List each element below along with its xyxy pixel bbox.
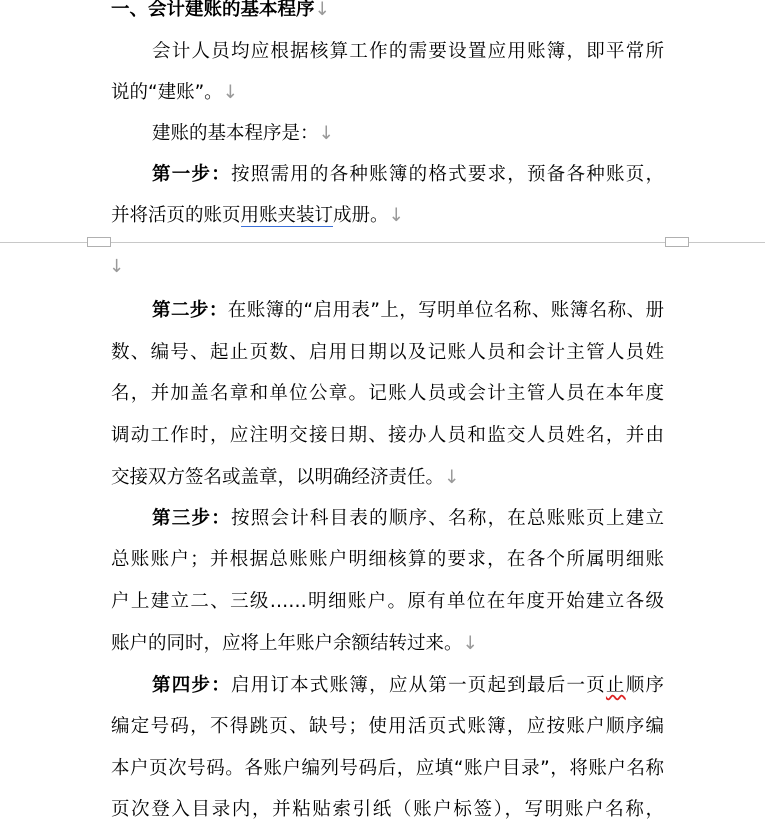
text-segment: 顺序 xyxy=(625,675,664,696)
step-label: 第二步： xyxy=(152,300,228,321)
text-line xyxy=(111,340,664,366)
paragraph-mark-icon: ↓ xyxy=(314,0,331,20)
text-segment: 总账账户；并根据总账账户明细核算的要求，在各个所属明细账 xyxy=(111,549,664,570)
text-segment: 交接双方签名或盖章，以明确经济责任。 xyxy=(111,467,445,488)
page-break-divider xyxy=(0,242,765,243)
text-segment: 一、会计建账的基本程序 xyxy=(111,0,315,20)
text-line xyxy=(111,80,664,106)
text-segment: 按照需用的各种账簿的格式要求，预备各种账页， xyxy=(230,164,664,185)
text-segment: 建账的基本程序是： xyxy=(152,123,319,144)
paragraph-mark-icon: ↓ xyxy=(444,467,460,488)
paragraph-mark-icon: ↓ xyxy=(318,123,335,144)
text-line xyxy=(152,162,664,188)
text-segment: 名，并加盖名章和单位公章。记账人员或会计主管人员在本年度 xyxy=(111,383,664,404)
text-segment: 数、编号、起止页数、启用日期以及记账人员和会计主管人员姓 xyxy=(111,342,664,363)
step-label: 第四步： xyxy=(152,675,231,696)
step-label: 第一步： xyxy=(152,164,231,185)
text-segment: 页次登入目录内，并粘贴索引纸（账户标签），写明账户名称， xyxy=(111,799,664,820)
text-segment: 编定号码，不得跳页、缺号；使用活页式账簿，应按账户顺序编 xyxy=(111,716,664,737)
spelling-flagged-text: 止 xyxy=(605,675,626,696)
text-segment: 按照会计科目表的顺序、名称，在总账账页上建立 xyxy=(230,508,664,529)
text-line xyxy=(152,121,664,147)
text-segment: 并将活页的账页 xyxy=(111,205,241,226)
section-heading xyxy=(111,0,664,23)
text-line xyxy=(111,423,664,449)
grammar-underlined-text: 用账夹装订 xyxy=(240,205,334,226)
paragraph-mark-icon: ↓ xyxy=(222,82,239,103)
paragraph-mark-icon: ↓ xyxy=(388,205,405,226)
text-segment: 在账簿的“启用表”上，写明单位名称、账簿名称、册 xyxy=(227,300,664,321)
text-line xyxy=(111,631,664,657)
page-corner-marker-right xyxy=(665,237,689,247)
text-line xyxy=(111,203,664,229)
step-label: 第三步： xyxy=(152,508,231,529)
text-segment: 会计人员均应根据核算工作的需要设置应用账簿，即平常所 xyxy=(152,41,664,62)
paragraph-mark-icon: ↓ xyxy=(462,633,479,654)
page-corner-marker-left xyxy=(87,237,111,247)
text-line xyxy=(152,673,664,699)
text-segment: 账户的同时，应将上年账户余额结转过来。 xyxy=(111,633,463,654)
text-segment: 调动工作时，应注明交接日期、接办人员和监交人员姓名，并由 xyxy=(111,425,664,446)
text-line xyxy=(111,714,664,740)
text-segment: 启用订本式账簿，应从第一页起到最后一页 xyxy=(230,675,606,696)
text-line xyxy=(111,797,664,823)
text-line xyxy=(111,381,664,407)
text-segment: 说的“建账”。 xyxy=(111,82,223,103)
text-line xyxy=(111,589,664,615)
text-line xyxy=(111,547,664,573)
paragraph-mark-icon: ↓ xyxy=(109,256,125,277)
text-line xyxy=(111,756,664,782)
text-line xyxy=(111,465,664,491)
text-line xyxy=(152,506,664,532)
text-segment: 本户页次号码。各账户编列号码后，应填“账户目录”，将账户名称 xyxy=(111,758,664,779)
text-line xyxy=(152,298,664,324)
text-segment: 成册。 xyxy=(333,205,389,226)
text-segment: 户上建立二、三级……明细账户。原有单位在年度开始建立各级 xyxy=(111,591,664,612)
text-line xyxy=(152,39,664,65)
